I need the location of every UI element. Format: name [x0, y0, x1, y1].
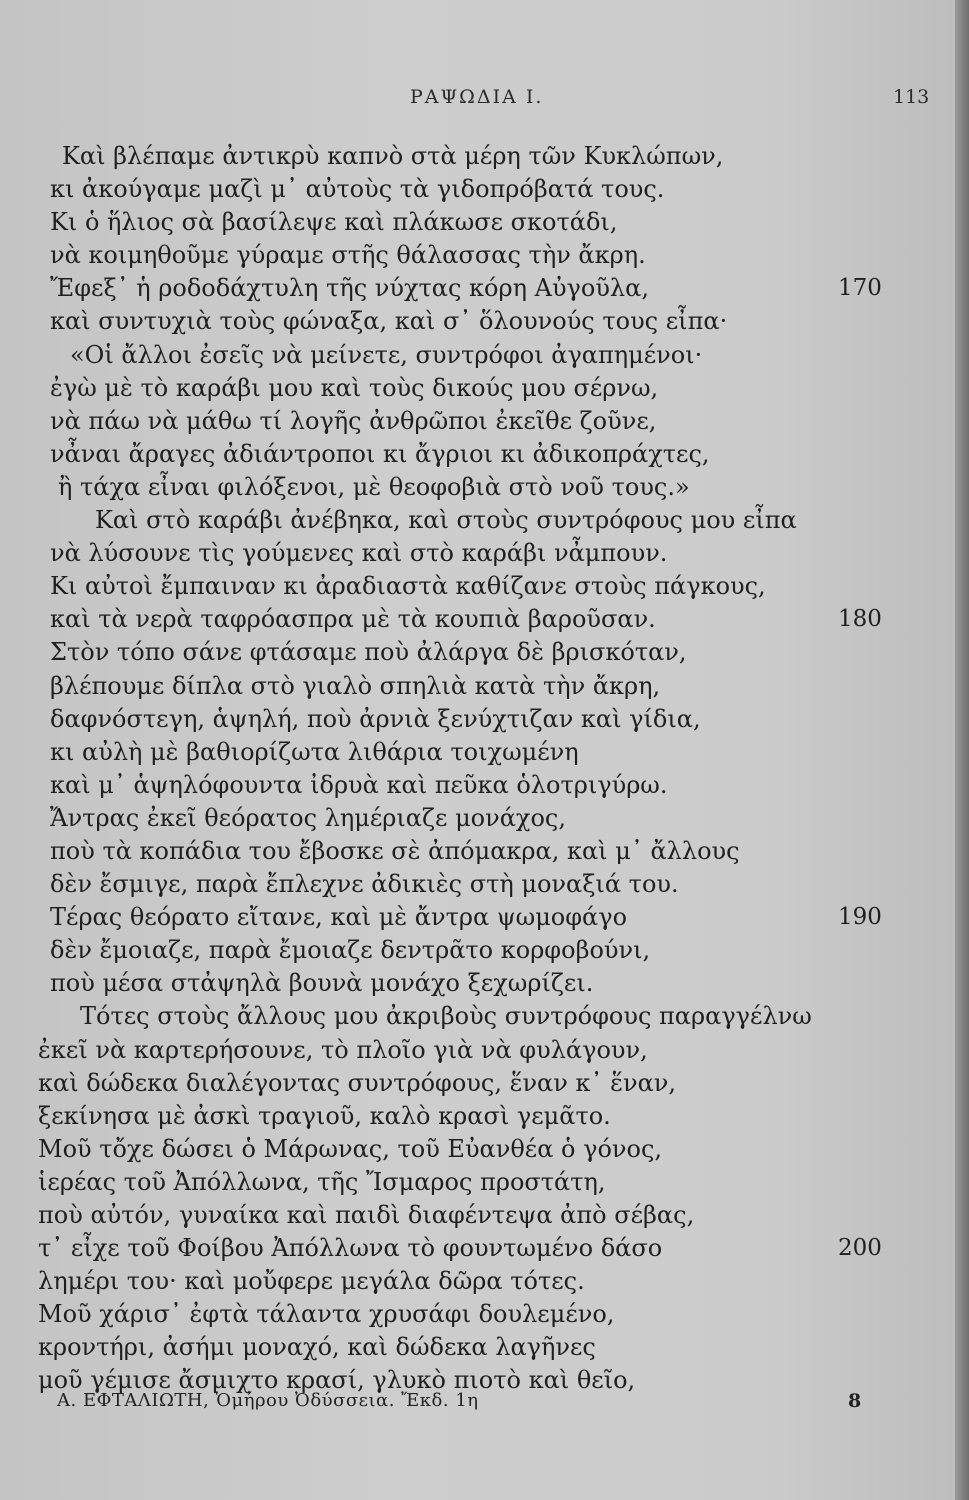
verse-line: [0, 173, 955, 206]
verse-text: νὰ πάω νὰ μάθω τί λογῆς ἀνθρῶποι ἐκεῖθε ζοῦνε,: [50, 406, 657, 435]
poem-text: [0, 140, 955, 1398]
verse-line: [0, 372, 955, 405]
line-number: 200: [838, 1235, 882, 1262]
verse-line: [0, 901, 955, 934]
verse-line: [0, 1133, 955, 1166]
verse-line: [0, 670, 955, 703]
verse-line: [0, 206, 955, 239]
verse-line: [0, 305, 955, 338]
verse-text: λημέρι του· καὶ μοὔφερε μεγάλα δῶρα τότες.: [38, 1267, 585, 1296]
verse-line: [0, 736, 955, 769]
sheet-number: 8: [848, 1390, 862, 1412]
verse-text: δὲν ἔμοιαζε, παρὰ ἔμοιαζε δεντρᾶτο κορφοβούνι,: [50, 936, 651, 965]
verse-line: [0, 405, 955, 438]
verse-text: Ἄντρας ἐκεῖ θεόρατος λημέριαζε μονάχος,: [50, 803, 566, 832]
verse-line: [0, 272, 955, 305]
verse-line: [0, 967, 955, 1000]
verse-text: Τότες στοὺς ἄλλους μου ἀκριβοὺς συντρόφους παραγγέλνω: [80, 1002, 812, 1031]
verse-text: Τέρας θεόρατο εἴτανε, καὶ μὲ ἄντρα ψωμοφάγο: [50, 903, 628, 932]
verse-text: μοῦ γέμισε ἄσμιχτο κρασί, γλυκὸ πιοτὸ καὶ θεῖο,: [38, 1366, 636, 1395]
verse-text: κι ἀκούγαμε μαζὶ μ᾽ αὐτοὺς τὰ γιδοπρόβατά τους.: [50, 175, 665, 204]
verse-line: [0, 471, 955, 504]
verse-line: [0, 1265, 955, 1298]
verse-text: δαφνόστεγη, ἁψηλή, ποὺ ἀρνιὰ ξενύχτιζαν καὶ γίδια,: [50, 704, 701, 733]
verse-text: Στὸν τόπο σάνε φτάσαμε ποὺ ἀλάργα δὲ βρισκόταν,: [50, 638, 687, 667]
chapter-title: ΡΑΨΩΔΙΑ Ι.: [410, 86, 544, 108]
verse-text: νὰ κοιμηθοῦμε γύραμε στῆς θάλασσας τὴν ἄκρη.: [50, 241, 646, 270]
verse-line: [0, 1331, 955, 1364]
line-number: 190: [838, 904, 882, 931]
verse-line: [0, 868, 955, 901]
verse-line: [0, 1166, 955, 1199]
signature-line: Α. ΕΦΤΑΛΙΩΤΗ, Ὁμήρου Ὀδύσσεια. Ἔκδ. 1η: [57, 1390, 479, 1411]
verse-line: [0, 570, 955, 603]
verse-text: καὶ δώδεκα διαλέγοντας συντρόφους, ἕναν κ᾽ ἕναν,: [38, 1068, 676, 1097]
verse-line: [0, 636, 955, 669]
verse-text: βλέπουμε δίπλα στὸ γιαλὸ σπηλιὰ κατὰ τὴν ἄκρη,: [50, 671, 661, 700]
verse-line: [0, 239, 955, 272]
verse-text: νὰ λύσουνε τὶς γούμενες καὶ στὸ καράβι νἆμπουν.: [50, 539, 668, 568]
verse-text: Μοῦ τὄχε δώσει ὁ Μάρωνας, τοῦ Εὐανθέα ὁ γόνος,: [38, 1134, 663, 1163]
verse-text: καὶ τὰ νερὰ ταφρόασπρα μὲ τὰ κουπιὰ βαροῦσαν.: [50, 605, 656, 634]
verse-text: κροντήρι, ἀσήμι μοναχό, καὶ δώδεκα λαγῆνες: [38, 1333, 596, 1362]
verse-text: ἐγὼ μὲ τὸ καράβι μου καὶ τοὺς δικούς μου σέρνω,: [50, 373, 659, 402]
verse-text: τ᾽ εἶχε τοῦ Φοίβου Ἀπόλλωνα τὸ φουντωμένο δάσο: [38, 1234, 663, 1263]
verse-text: καὶ συντυχιὰ τοὺς φώναξα, καὶ σ᾽ ὅλουνούς τους εἶπα·: [50, 307, 728, 336]
running-head: [0, 86, 955, 116]
verse-line: [0, 934, 955, 967]
verse-text: ποὺ τὰ κοπάδια του ἔβοσκε σὲ ἀπόμακρα, καὶ μ᾽ ἄλλους: [50, 836, 740, 865]
verse-line: [0, 1100, 955, 1133]
verse-line: [0, 504, 955, 537]
verse-text: Καὶ βλέπαμε ἀντικρὺ καπνὸ στὰ μέρη τῶν Κυκλώπων,: [62, 142, 724, 170]
verse-line: [0, 769, 955, 802]
verse-text: Κι αὐτοὶ ἔμπαιναν κι ἀραδιαστὰ καθίζανε στοὺς πάγκους,: [50, 572, 766, 601]
verse-line: [0, 140, 955, 173]
page-number: 113: [893, 86, 930, 108]
verse-text: καὶ μ᾽ ἁψηλόφουντα ἰδρυὰ καὶ πεῦκα ὁλοτριγύρω.: [50, 770, 668, 799]
verse-text: Κι ὁ ἥλιος σὰ βασίλεψε καὶ πλάκωσε σκοτάδι,: [50, 208, 618, 237]
verse-text: ἐκεῖ νὰ καρτερήσουνε, τὸ πλοῖο γιὰ νὰ φυλάγουν,: [38, 1035, 648, 1064]
verse-text: κι αὐλὴ μὲ βαθιορίζωτα λιθάρια τοιχωμένη: [50, 737, 579, 766]
verse-line: [0, 438, 955, 471]
verse-text: νἆναι ἄραγες ἀδιάντροποι κι ἄγριοι κι ἀδικοπράχτες,: [50, 439, 710, 468]
verse-line: [0, 1000, 955, 1033]
verse-text: ξεκίνησα μὲ ἀσκὶ τραγιοῦ, καλὸ κρασὶ γεμᾶτο.: [38, 1101, 611, 1130]
verse-text: Καὶ στὸ καράβι ἀνέβηκα, καὶ στοὺς συντρόφους μου εἶπα: [95, 506, 797, 535]
verse-line: [0, 835, 955, 868]
verse-line: [0, 802, 955, 835]
verse-text: Ἔφεξ᾽ ἡ ροδοδάχτυλη τῆς νύχτας κόρη Αὐγοῦλα,: [50, 274, 649, 303]
line-number: 170: [838, 275, 882, 302]
verse-text: ποὺ μέσα στἀψηλὰ βουνὰ μονάχο ξεχωρίζει.: [50, 969, 594, 998]
verse-text: ἢ τάχα εἶναι φιλόξενοι, μὲ θεοφοβιὰ στὸ νοῦ τους.»: [58, 472, 690, 501]
verse-text: ποὺ αὐτόν, γυναίκα καὶ παιδὶ διαφέντεψα ἀπὸ σέβας,: [38, 1201, 695, 1229]
page-edge: [955, 0, 969, 1500]
verse-text: Μοῦ χάρισ᾽ ἐφτὰ τάλαντα χρυσάφι δουλεμένο,: [38, 1300, 615, 1329]
verse-line: [0, 339, 955, 372]
verse-line: [0, 1199, 955, 1232]
verse-text: ἱερέας τοῦ Ἀπόλλωνα, τῆς Ἴσμαρος προστάτη,: [38, 1167, 606, 1196]
line-number: 180: [838, 606, 882, 633]
verse-text: «Οἱ ἄλλοι ἐσεῖς νὰ μείνετε, συντρόφοι ἀγαπημένοι·: [70, 340, 703, 369]
verse-line: [0, 703, 955, 736]
verse-line: [0, 1034, 955, 1067]
verse-line: [0, 1232, 955, 1265]
verse-line: [0, 603, 955, 636]
verse-line: [0, 1067, 955, 1100]
verse-text: δὲν ἔσμιγε, παρὰ ἔπλεχνε ἀδικιὲς στὴ μοναξιά του.: [50, 870, 679, 899]
verse-line: [0, 537, 955, 570]
verse-line: [0, 1298, 955, 1331]
